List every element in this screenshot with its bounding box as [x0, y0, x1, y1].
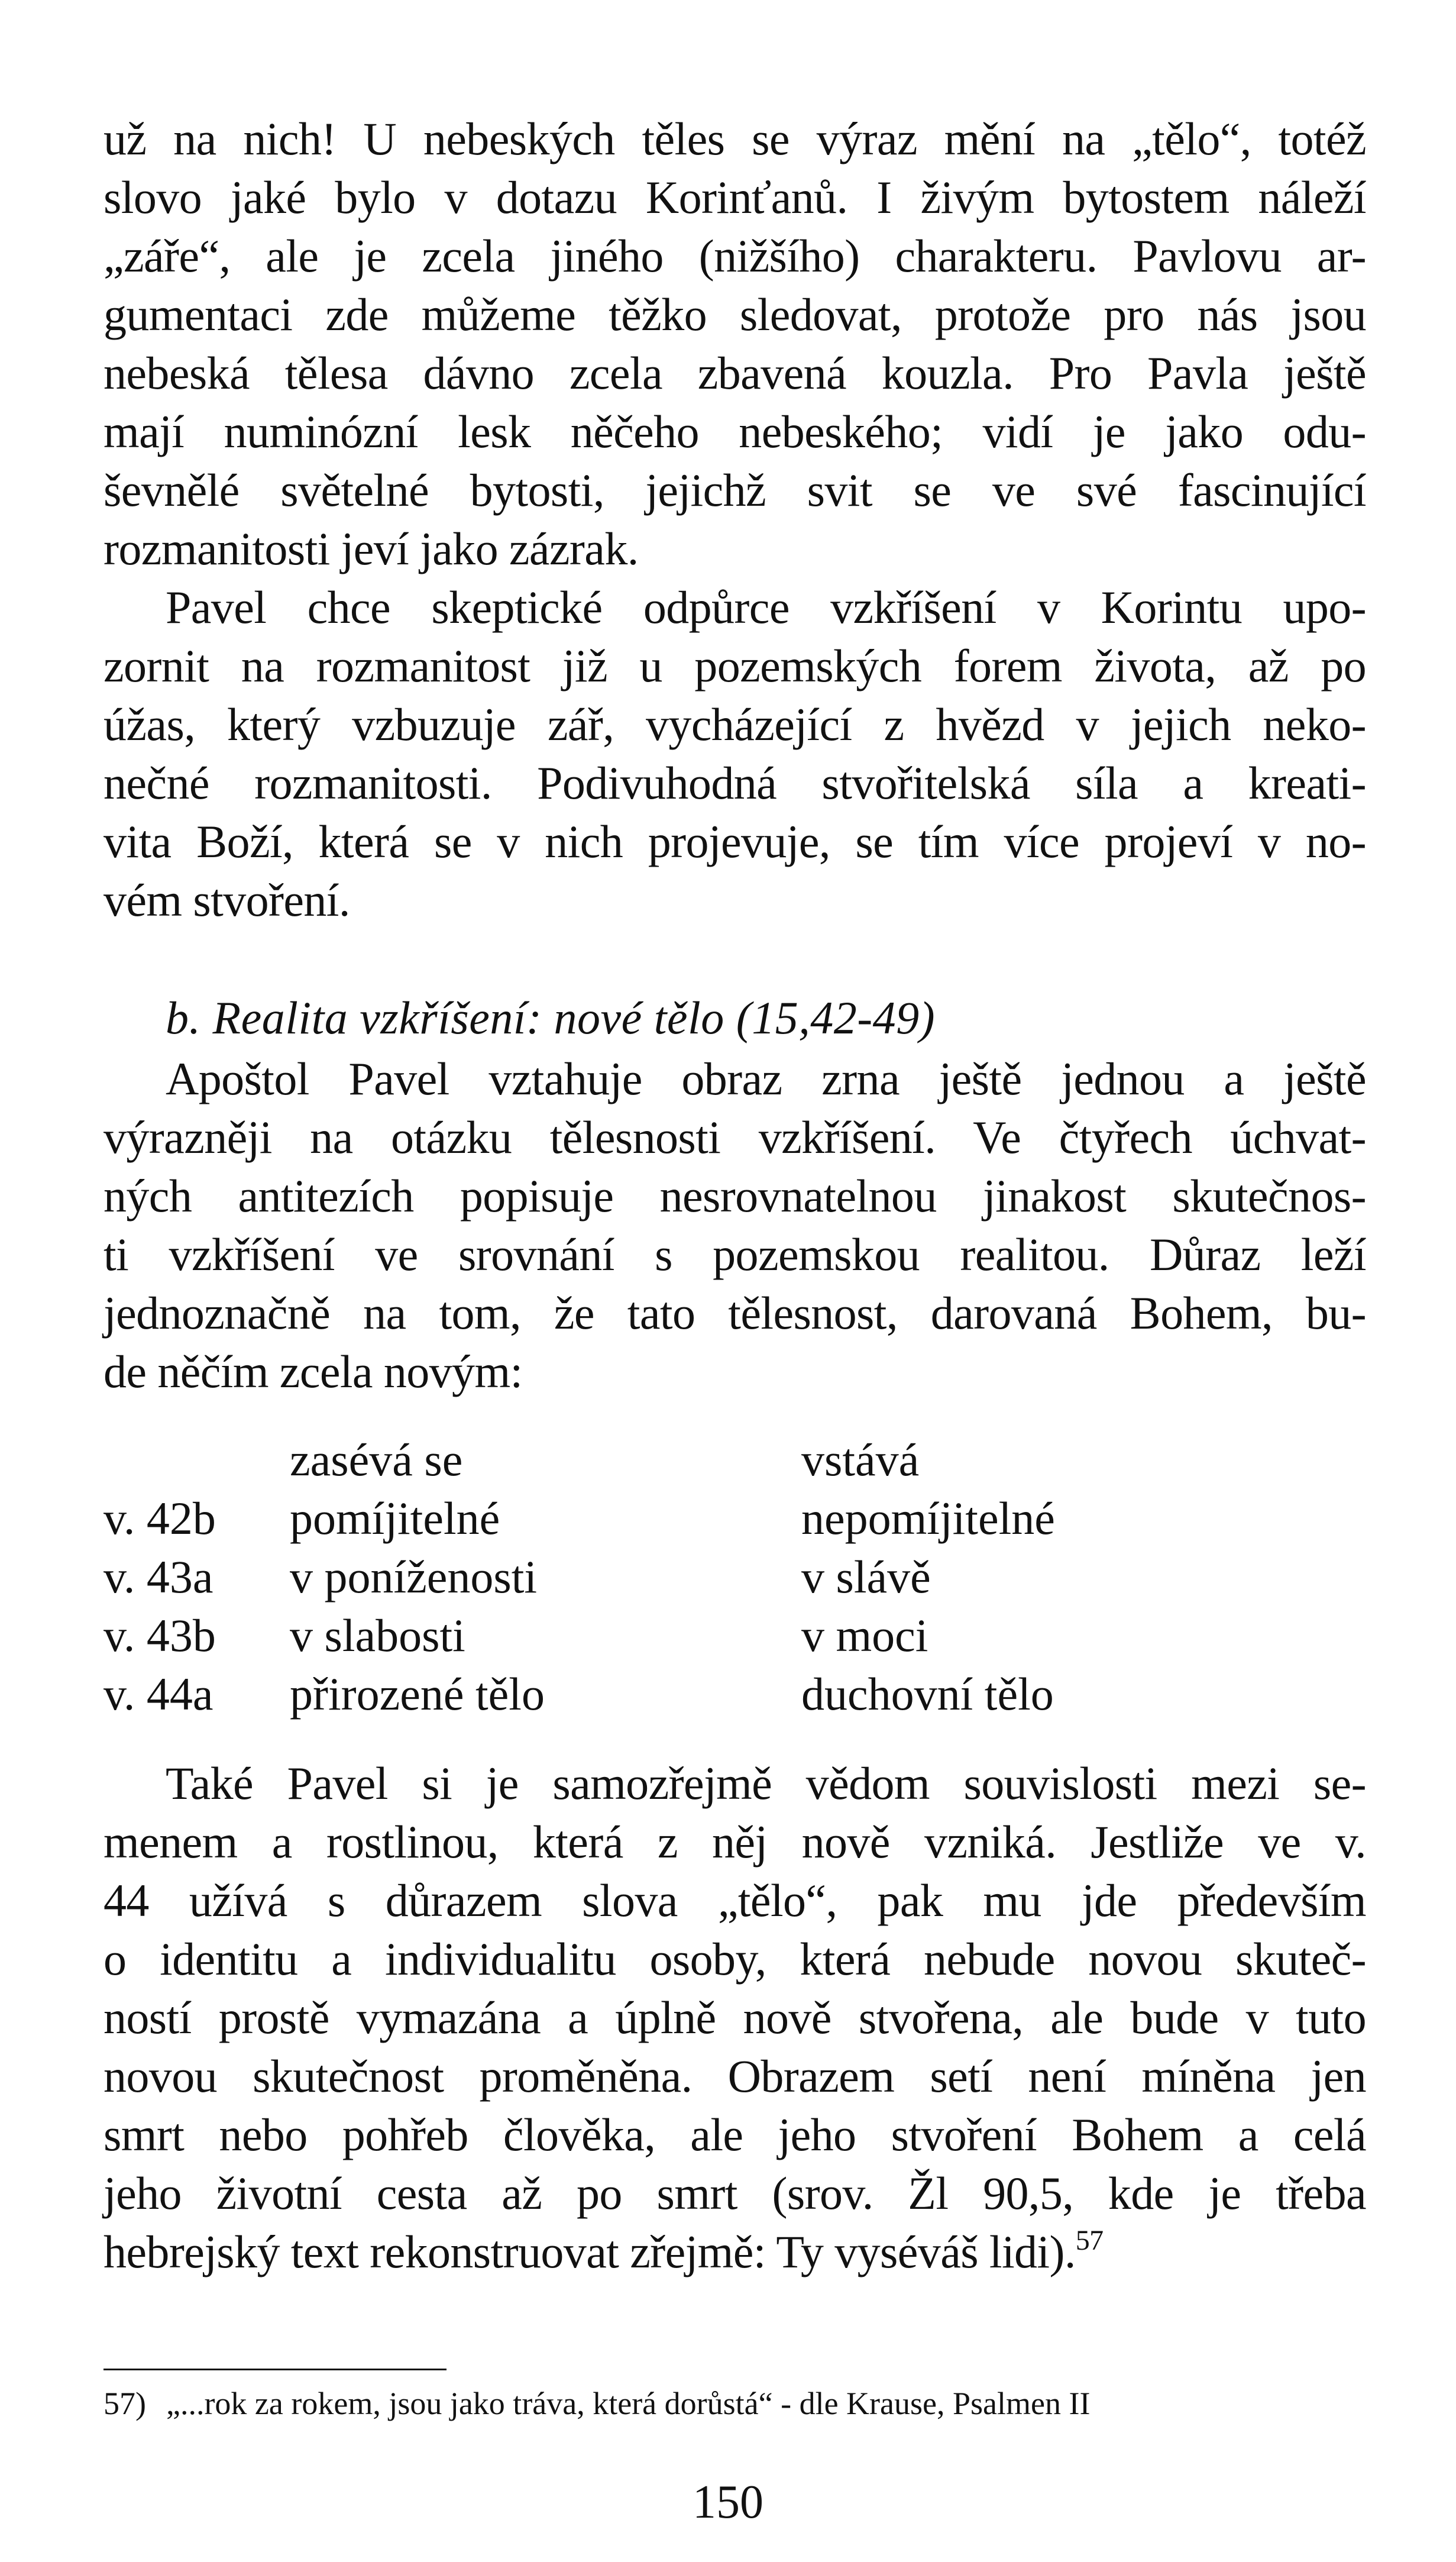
- text-line: novou skutečnost proměněna. Obrazem setí není míněna jen: [103, 2050, 1366, 2102]
- text-line: Také Pavel si je samozřejmě vědom souvislosti mezi se-: [166, 1757, 1366, 1809]
- text-line: hebrejský text rekonstruovat zřejmě: Ty vyséváš lidi).: [103, 2226, 1076, 2277]
- table-header-cell: vstává: [801, 1434, 920, 1485]
- page-body: [103, 109, 1366, 2281]
- footnote-number: 57): [103, 2386, 146, 2421]
- text-line: nebeská tělesa dávno zcela zbavená kouzla. Pro Pavla ještě: [103, 347, 1366, 399]
- text-line: ševnělé světelné bytosti, jejichž svit se ve své fascinující: [103, 464, 1366, 516]
- table-row: [103, 1489, 1366, 1547]
- text-line: gumentaci zde můžeme těžko sledovat, protože pro nás jsou: [103, 289, 1366, 340]
- paragraph-3: [103, 1049, 1366, 1401]
- text-line: ných antitezích popisuje nesrovnatelnou jinakost skutečnos-: [103, 1170, 1366, 1222]
- text-line: Pavel chce skeptické odpůrce vzkříšení v Korintu upo-: [166, 581, 1366, 633]
- text-line: rozmanitosti jeví jako zázrak.: [103, 523, 639, 574]
- table-header-cell: zasévá se: [290, 1434, 463, 1485]
- table-cell: nepomíjitelné: [801, 1492, 1055, 1544]
- text-line: výrazněji na otázku tělesnosti vzkříšení. Ve čtyřech úchvat-: [103, 1112, 1366, 1163]
- paragraph-1: [103, 109, 1366, 578]
- table-cell: v. 44a: [103, 1668, 213, 1720]
- text-line: ti vzkříšení ve srovnání s pozemskou realitou. Důraz leží: [103, 1229, 1366, 1280]
- paragraph-2: [103, 578, 1366, 929]
- text-line: jednoznačně na tom, že tato tělesnost, darovaná Bohem, bu-: [103, 1287, 1366, 1339]
- text-line: zornit na rozmanitost již u pozemských forem života, až po: [103, 640, 1366, 692]
- text-line: vita Boží, která se v nich projevuje, se tím více projeví v no-: [103, 816, 1366, 867]
- text-line: úžas, který vzbuzuje zář, vycházející z hvězd v jejich neko-: [103, 699, 1366, 750]
- table-cell: v slávě: [801, 1551, 931, 1603]
- table-header-cell: [103, 1430, 290, 1489]
- table-row: [103, 1606, 1366, 1665]
- footnote-text: „...rok za rokem, jsou jako tráva, která dorůstá“ - dle Krause, Psalmen II: [166, 2386, 1091, 2421]
- table-cell: v. 42b: [103, 1492, 216, 1544]
- footnote: [103, 2383, 1090, 2424]
- table-row: [103, 1547, 1366, 1606]
- table-cell: přirozené tělo: [290, 1668, 545, 1720]
- text-line: 44 užívá s důrazem slova „tělo“, pak mu jde především: [103, 1875, 1366, 1926]
- text-line: vém stvoření.: [103, 874, 350, 926]
- text-line: Apoštol Pavel vztahuje obraz zrna ještě jednou a ještě: [166, 1053, 1366, 1104]
- text-line: ností prostě vymazána a úplně nově stvořena, ale bude v tuto: [103, 1992, 1366, 2043]
- footnote-reference[interactable]: 57: [1075, 2225, 1104, 2256]
- text-line: o identitu a individualitu osoby, která nebude novou skuteč-: [103, 1933, 1366, 1985]
- antithesis-table: [103, 1430, 1366, 1723]
- paragraph-4: [103, 1754, 1366, 2281]
- footnote-divider: [103, 2369, 446, 2370]
- text-line: mají numinózní lesk něčeho nebeského; vidí je jako odu-: [103, 406, 1366, 457]
- text-line: slovo jaké bylo v dotazu Korinťanů. I živým bytostem náleží: [103, 172, 1366, 223]
- table-cell: pomíjitelné: [290, 1492, 500, 1544]
- page-number: 150: [693, 2476, 763, 2528]
- text-line: nečné rozmanitosti. Podivuhodná stvořitelská síla a kreati-: [103, 757, 1366, 809]
- table-cell: v. 43a: [103, 1551, 213, 1603]
- text-line: menem a rostlinou, která z něj nově vzniká. Jestliže ve v.: [103, 1816, 1366, 1868]
- text-line: de něčím zcela novým:: [103, 1346, 523, 1397]
- text-line-with-footnote-ref: [103, 2222, 1366, 2281]
- table-cell: v poníženosti: [290, 1551, 538, 1603]
- text-line: „záře“, ale je zcela jiného (nižšího) charakteru. Pavlovu ar-: [103, 230, 1366, 282]
- table-cell: v. 43b: [103, 1610, 216, 1661]
- text-line: smrt nebo pohřeb člověka, ale jeho stvoření Bohem a celá: [103, 2109, 1366, 2160]
- table-header-row: [103, 1430, 1366, 1489]
- table-row: [103, 1665, 1366, 1723]
- table-cell: v moci: [801, 1610, 928, 1661]
- text-line: jeho životní cesta až po smrt (srov. Žl 90,5, kde je třeba: [103, 2167, 1366, 2219]
- table-cell: v slabosti: [290, 1610, 465, 1661]
- text-line: už na nich! U nebeských těles se výraz mění na „tělo“, totéž: [103, 113, 1366, 164]
- table-cell: duchovní tělo: [801, 1668, 1054, 1720]
- section-heading: b. Realita vzkříšení: nové tělo (15,42-49): [166, 992, 936, 1043]
